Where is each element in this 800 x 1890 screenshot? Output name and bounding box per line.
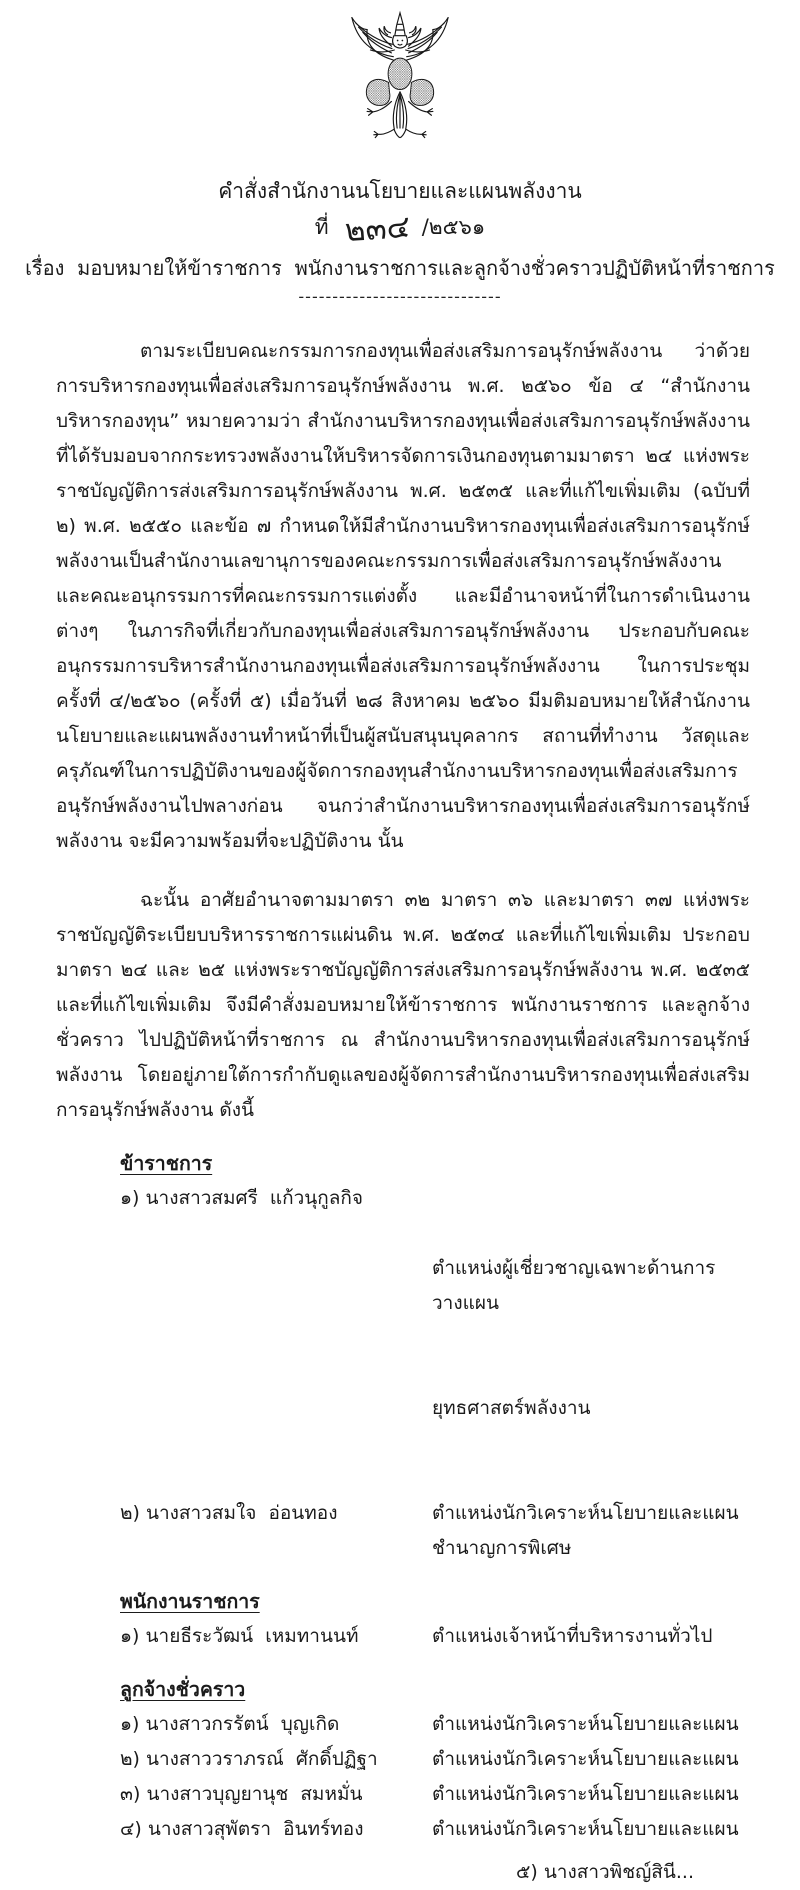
entry-number: ๒): [120, 1502, 140, 1524]
section-heading-temporary-employees: ลูกจ้างชั่วคราว: [120, 1678, 246, 1701]
personnel-sections: [120, 1146, 750, 1847]
entry-row: [120, 1619, 750, 1654]
paragraph-1: ตามระเบียบคณะกรรมการกองทุนเพื่อส่งเสริมการอนุรักษ์พลังงาน ว่าด้วยการบริหารกองทุนเพื่อส่งเสริมการอนุรักษ์พลังงาน พ.ศ. ๒๕๖๐ ข้อ ๔ “สำนักงานบริหารกองทุน” หมายความว่า สำนักงานบริหารกองทุนเพื่อส่งเสริมการอนุรักษ์พลังงาน ที่ได้รับมอบจากกระทรวงพลังงานให้บริหารจัดการเงินกองทุนตามมาตรา ๒๔ แห่งพระราชบัญญัติการส่งเสริมการอนุรักษ์พลังงาน พ.ศ. ๒๕๓๕ และที่แก้ไขเพิ่มเติม (ฉบับที่ ๒) พ.ศ. ๒๕๕๐ และข้อ ๗ กำหนดให้มีสำนักงานบริหารกองทุนเพื่อส่งเสริมการอนุรักษ์พลังงานเป็นสำนักงานเลขานุการของคณะกรรมการเพื่อส่งเสริมการอนุรักษ์พลังงาน และคณะอนุกรรมการที่คณะกรรมการแต่งตั้ง และมีอำนาจหน้าที่ในการดำเนินงานต่างๆ ในภารกิจที่เกี่ยวกับกองทุนเพื่อส่งเสริมการอนุรักษ์พลังงาน ประกอบกับคณะอนุกรรมการบริหารสำนักงานกองทุนเพื่อส่งเสริมการอนุรักษ์พลังงาน ในการประชุม ครั้งที่ ๔/๒๕๖๐ (ครั้งที่ ๕) เมื่อวันที่ ๒๘ สิงหาคม ๒๕๖๐ มีมติมอบหมายให้สำนักงานนโยบายและแผนพลังงานทำหน้าที่เป็นผู้สนับสนุนบุคลากร สถานที่ทำงาน วัสดุและครุภัณฑ์ในการปฏิบัติงานของผู้จัดการกองทุนสำนักงานบริหารกองทุนเพื่อส่งเสริมการอนุรักษ์พลังงานไปพลางก่อน จนกว่าสำนักงานบริหารกองทุนเพื่อส่งเสริมการอนุรักษ์พลังงาน จะมีความพร้อมที่จะปฏิบัติงาน นั้น: [56, 340, 750, 852]
entry-number: ๑): [120, 1713, 140, 1735]
order-number-year: /๒๕๖๑: [421, 215, 486, 239]
entry-row: [120, 1742, 750, 1777]
entry-name: ๑) นายธีระวัฒน์ เหมทานนท์: [120, 1625, 359, 1647]
entry-position: ตำแหน่งเจ้าหน้าที่บริหารงานทั่วไป: [432, 1625, 713, 1647]
entry-name: ๔) นางสาวสุพัตรา อินทร์ทอง: [120, 1818, 364, 1840]
emblem-container: [0, 0, 800, 162]
divider-dashes: ------------------------------: [298, 287, 502, 306]
entry-position: ตำแหน่งนักวิเคราะห์นโยบายและแผน: [432, 1818, 739, 1840]
entry-name: ๒) นางสาววราภรณ์ ศักดิ์ปฏิฐา: [120, 1748, 378, 1770]
entry-row: [120, 1707, 750, 1742]
entry-name: ๑) นางสาวสมศรี แก้วนุกูลกิจ: [120, 1187, 364, 1209]
entry-position: ตำแหน่งนักวิเคราะห์นโยบายและแผน: [432, 1783, 739, 1805]
entry-position: ตำแหน่งนักวิเคราะห์นโยบายและแผน: [432, 1713, 739, 1735]
continuation-note: ๕) นางสาวพิชญ์สินี...: [515, 1861, 694, 1883]
entry-number: ๔): [120, 1818, 142, 1840]
entry-number: ๓): [120, 1783, 141, 1805]
entry-number: ๒): [120, 1748, 140, 1770]
section-heading-government-employees: พนักงานราชการ: [120, 1590, 260, 1613]
entry-position: ตำแหน่งนักวิเคราะห์นโยบายและแผน: [432, 1748, 739, 1770]
order-number-prefix: ที่: [314, 215, 329, 239]
order-number-handwritten: ๒๓๔: [343, 208, 411, 250]
section-heading-civil-servants: ข้าราชการ: [120, 1152, 213, 1175]
order-number-line: [0, 208, 800, 250]
document-title: คำสั่งสำนักงานนโยบายและแผนพลังงาน: [218, 179, 582, 203]
entry-row: [120, 1181, 750, 1496]
entry-number: ๑): [120, 1187, 140, 1209]
entry-row: [120, 1496, 750, 1566]
entry-name: ๓) นางสาวบุญยานุช สมหมั่น: [120, 1783, 363, 1805]
entry-row: [120, 1812, 750, 1847]
entry-name: ๑) นางสาวกรรัตน์ บุญเกิด: [120, 1713, 340, 1735]
entry-number: ๑): [120, 1625, 140, 1647]
entry-position: ตำแหน่งนักวิเคราะห์นโยบายและแผนชำนาญการพิเศษ: [432, 1502, 739, 1559]
entry-row: [120, 1777, 750, 1812]
garuda-emblem-icon: [338, 10, 462, 162]
subject-line: เรื่อง มอบหมายให้ข้าราชการ พนักงานราชการและลูกจ้างชั่วคราวปฏิบัติหน้าที่ราชการ: [25, 256, 775, 280]
paragraph-2: ฉะนั้น อาศัยอำนาจตามมาตรา ๓๒ มาตรา ๓๖ และมาตรา ๓๗ แห่งพระราชบัญญัติระเบียบบริหารราชการแผ่นดิน พ.ศ. ๒๕๓๔ และที่แก้ไขเพิ่มเติม ประกอบมาตรา ๒๔ และ ๒๕ แห่งพระราชบัญญัติการส่งเสริมการอนุรักษ์พลังงาน พ.ศ. ๒๕๓๕ และที่แก้ไขเพิ่มเติม จึงมีคำสั่งมอบหมายให้ข้าราชการ พนักงานราชการ และลูกจ้างชั่วคราว ไปปฏิบัติหน้าที่ราชการ ณ สำนักงานบริหารกองทุนเพื่อส่งเสริมการอนุรักษ์พลังงาน โดยอยู่ภายใต้การกำกับดูแลของผู้จัดการสำนักงานบริหารกองทุนเพื่อส่งเสริมการอนุรักษ์พลังงาน ดังนี้: [56, 889, 750, 1121]
entry-position: ตำแหน่งผู้เชี่ยวชาญเฉพาะด้านการวางแผน ยุทธศาสตร์พลังงาน: [432, 1257, 716, 1419]
entry-name: ๒) นางสาวสมใจ อ่อนทอง: [120, 1502, 338, 1524]
